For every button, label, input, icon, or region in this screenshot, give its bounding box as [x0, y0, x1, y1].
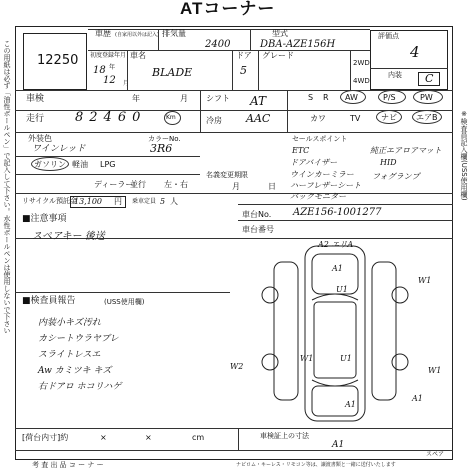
grade-field-label: グレード [262, 51, 294, 60]
maker-sub: (自家用以外は記入) [115, 32, 159, 38]
option-sr-r: R [323, 93, 329, 102]
inspector-item-2: カシートウラヤブレ [38, 334, 119, 344]
option-ps: P/S [383, 93, 396, 102]
inspector-sub: (USS使用欄) [104, 298, 145, 306]
diagram-mark-2: A1 [332, 264, 343, 273]
color-label: 外装色 [28, 134, 52, 143]
diagram-mark-1: A2 エリA [318, 240, 354, 249]
mileage-label: 走行 [26, 114, 45, 124]
aircon-label: 冷房 [206, 116, 222, 125]
warranty-label: 車検証上の寸法 [260, 432, 309, 440]
interior-grade-label: 内装 [388, 71, 402, 79]
inspection-month-unit: 月 [180, 94, 188, 103]
carname-value: BLADE [152, 66, 193, 79]
mileage-value: 82460 [75, 110, 147, 125]
doors-label: ドア [236, 51, 252, 60]
reg-month: 12 [103, 75, 116, 86]
diagram-mark-10: A1 [412, 394, 423, 403]
sellpoint-aero: 純正エアロアマット [370, 146, 442, 155]
cert-label: 名義変更期限 [206, 171, 248, 179]
handle-label: 左・右 [164, 180, 188, 189]
sellpoint-monitor: バックモニター [290, 192, 346, 201]
diagram-mark-9: W2 [230, 362, 244, 371]
cert-month-unit: 月 [232, 182, 240, 191]
chassis-value: AZE156-1001277 [293, 207, 382, 218]
km-label: Km [166, 114, 176, 121]
inspection-label: 車検 [26, 94, 45, 104]
model-label: 型式 [272, 29, 288, 38]
sellpoint-etc: ETC [292, 146, 310, 155]
inspector-item-1: 内装小キズ汚れ [38, 318, 101, 328]
bottom-note: ナビロム・キーレス・リモコン等は、譲渡書類と一緒に送付いたします [236, 462, 396, 468]
spare-label: スペア [426, 451, 445, 458]
diagram-mark-8: A1 [345, 400, 356, 409]
chassis-label: 車台No. [242, 210, 272, 219]
chassis-frame-label: 車台番号 [242, 225, 274, 234]
reg-year: 18 [93, 65, 106, 76]
notes-content: スペアキー 後送 [32, 231, 105, 242]
left-side-note: この用紙は必ず「油性ボールペン」で記入して下さい。水性ボールペンは使用しないで下さい [3, 40, 11, 334]
inspector-item-4: Aw カミツキ キズ [38, 366, 112, 376]
sheet-title: ATコーナー [180, 0, 276, 18]
displacement-label: 排気量 [162, 29, 186, 38]
drive-4wd: 4WD [353, 77, 370, 85]
maker-label: 車歴 [95, 29, 111, 38]
option-sr-s: S [308, 93, 314, 102]
carname-label: 車名 [130, 51, 146, 60]
diagram-mark-3: W1 [418, 276, 432, 285]
shift-label: シフト [206, 94, 230, 103]
color-value: ワインレッド [32, 144, 86, 154]
inspection-year-unit: 年 [132, 94, 140, 103]
inspector-item-3: スライトレスエ [38, 350, 101, 360]
option-airbag: エアB [416, 113, 438, 122]
capacity-label: 乗車定員 [132, 198, 157, 205]
sellpoint-fog: フォグランプ [372, 172, 420, 181]
diagram-mark-4: W1 [300, 354, 314, 363]
interior-grade: C [425, 72, 434, 85]
option-tv: TV [350, 114, 361, 123]
aircon-value: AAC [246, 112, 271, 125]
warranty-value: A1 [332, 440, 345, 450]
right-side-note: ※検査員記入欄(USS使用欄) [460, 110, 468, 201]
notes-label: ■注意事項 [22, 214, 67, 224]
displacement-value: 2400 [205, 39, 231, 50]
shift-value: AT [250, 94, 267, 108]
doors-value: 5 [240, 64, 247, 77]
diagram-mark-5: U1 [336, 285, 348, 294]
delivery-unit: cm [192, 433, 205, 442]
option-aw: AW [345, 93, 358, 102]
delivery-times-1: × [100, 433, 107, 442]
lot-number: 12250 [37, 53, 79, 68]
grade-value: 4 [410, 43, 420, 61]
model-value: DBA-AZE156H [260, 39, 336, 50]
option-kawa: カワ [310, 114, 326, 123]
inspector-label: ■検査員報告 [22, 296, 76, 306]
recycle-label: リサイクル預託金 [22, 197, 78, 205]
dept-label: 考 査 出 品 コ ー ナ ー [32, 461, 104, 469]
fuel-selected: ガソリン [34, 160, 66, 169]
recycle-value: 13,100 [74, 197, 102, 206]
sellpoints-label: セールスポイント [292, 135, 348, 143]
capacity-value: 5 [160, 197, 166, 206]
sellpoint-visor: ドアバイザー [290, 158, 338, 167]
fuel-option-diesel: 軽油 [72, 160, 88, 169]
inspector-item-5: 右ドアロ ホコリハゲ [38, 382, 122, 392]
recycle-unit: 円 [114, 197, 122, 206]
delivery-label: [荷台内寸]約 [22, 433, 69, 442]
option-navi: ナビ [381, 113, 397, 122]
fuel-option-lpg: LPG [100, 160, 116, 169]
grade-label: 評価点 [378, 32, 399, 40]
history-parallel: 並行 [130, 180, 146, 189]
delivery-times-2: × [145, 433, 152, 442]
history-dealer: ディーラー [94, 180, 134, 189]
reg-month-unit: 月 [123, 80, 130, 87]
capacity-unit: 人 [170, 197, 178, 206]
reg-label: 初度登録年月 [90, 52, 127, 59]
reg-year-unit: 年 [109, 64, 116, 71]
color-code: 3R6 [150, 142, 173, 155]
drive-2wd: 2WD [353, 59, 370, 67]
diagram-mark-7: W1 [428, 366, 442, 375]
sellpoint-mirror: ウインカーミラー [290, 170, 354, 179]
color-code-label: カラーNo. [148, 135, 181, 143]
diagram-mark-6: U1 [340, 354, 352, 363]
option-pw: PW [420, 93, 433, 102]
cert-day-unit: 日 [268, 182, 276, 191]
sellpoint-hid: HID [380, 158, 397, 167]
sellpoint-seat: ハーフレザーシート [290, 181, 362, 190]
